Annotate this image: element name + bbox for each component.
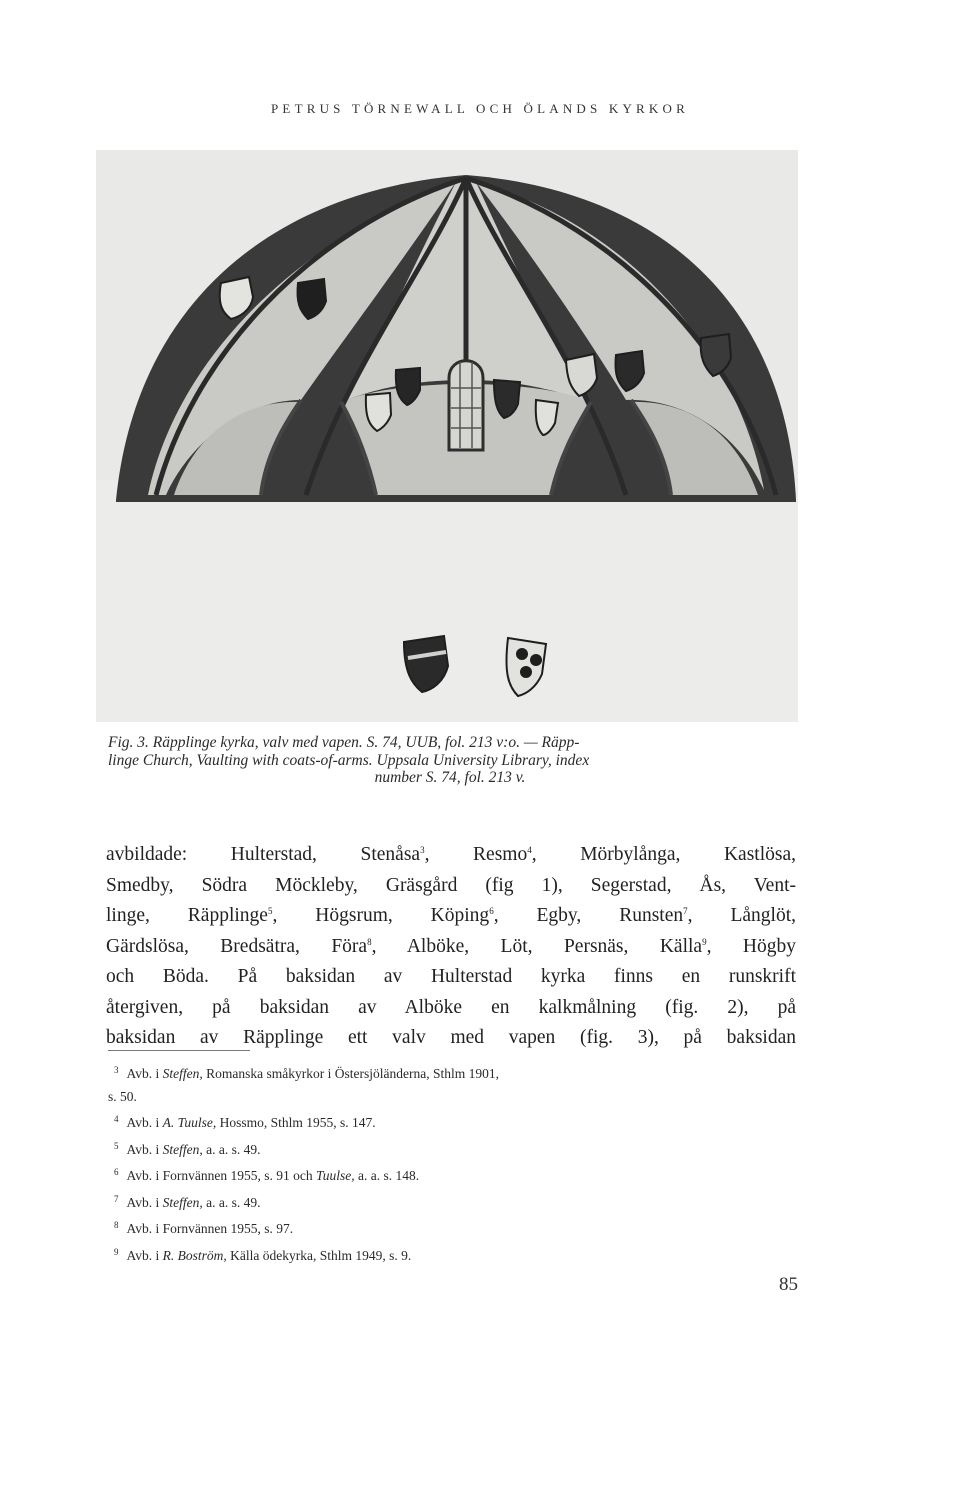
footnote-ref-5[interactable]: 5 — [267, 906, 273, 916]
footnote-ref-3[interactable]: 3 — [420, 845, 425, 855]
footnote-separator — [108, 1050, 250, 1051]
vault-drawing-figure — [96, 150, 798, 722]
page-number: 85 — [779, 1274, 798, 1295]
body-line-7: baksidan av Räpplinge ett valv med vapen (fig. 3), på baksidan — [106, 1027, 796, 1048]
footnote-ref-9[interactable]: 9 — [702, 936, 707, 947]
figure-caption — [108, 734, 792, 787]
body-line-3: linge, Räpplinge$^5$, Högsrum, Köping$^6$, Egby, Runsten$^7$, Långlöt, — [106, 905, 796, 926]
footnote: $^5$ Avb. i Steffen, a. a. s. 49. — [114, 1140, 261, 1157]
footnote: $^6$ Avb. i Fornvännen 1955, s. 91 och Tuulse, a. a. s. 148. — [114, 1167, 420, 1183]
caption-line-1-b: Räpp- — [541, 734, 580, 751]
footnote: $^3$ Avb. i Steffen, Romanska småkyrkor i Östersjöländerna, Sthlm 1901, — [114, 1065, 499, 1081]
footnote-ref-4[interactable]: 4 — [527, 845, 532, 855]
vault-drawing — [96, 150, 798, 722]
footnote: $^4$ Avb. i A. Tuulse, Hossmo, Sthlm 1955, s. 147. — [114, 1114, 376, 1130]
footnotes — [108, 1059, 798, 1267]
running-head: PETRUS TÖRNEWALL OCH ÖLANDS KYRKOR — [271, 101, 689, 116]
body-line-1: avbildade: Hulterstad, Stenåsa$^3$, Resmo$^4$, Mörbylånga, Kastlösa, — [106, 844, 796, 865]
footnote-ref-7[interactable]: 7 — [683, 906, 688, 916]
caption-line-1-a: Fig. 3. Räpplinge kyrka, valv med vapen. S. 74, UUB, fol. 213 v:o. — — [108, 734, 542, 751]
body-paragraph — [106, 840, 796, 1054]
body-line-6: återgiven, på baksidan av Alböke en kalkmålning (fig. 2), på — [106, 996, 796, 1018]
caption-line-2: linge Church, Vaulting with coats-of-arms. Uppsala University Library, index — [108, 751, 590, 769]
footnote-ref-6[interactable]: 6 — [489, 906, 494, 916]
body-line-4: Gärdslösa, Bredsätra, Föra$^8$, Alböke, Löt, Persnäs, Källa$^9$, Högby — [106, 935, 796, 957]
body-line-2: Smedby, Södra Möckleby, Gräsgård (fig 1), Segerstad, Ås, Vent- — [106, 874, 796, 896]
footnote-ref-8[interactable]: 8 — [367, 936, 372, 947]
footnote: $^7$ Avb. i Steffen, a. a. s. 49. — [114, 1193, 261, 1210]
footnote-continuation: s. 50. — [108, 1088, 137, 1104]
body-line-5: och Böda. På baksidan av Hulterstad kyrka finns en runskrift — [106, 966, 796, 987]
footnote: $^9$ Avb. i R. Boström, Källa ödekyrka, Sthlm 1949, s. 9. — [114, 1246, 412, 1263]
footnote: $^8$ Avb. i Fornvännen 1955, s. 97. — [114, 1220, 294, 1236]
caption-line-3: number S. 74, fol. 213 v. — [374, 769, 526, 786]
